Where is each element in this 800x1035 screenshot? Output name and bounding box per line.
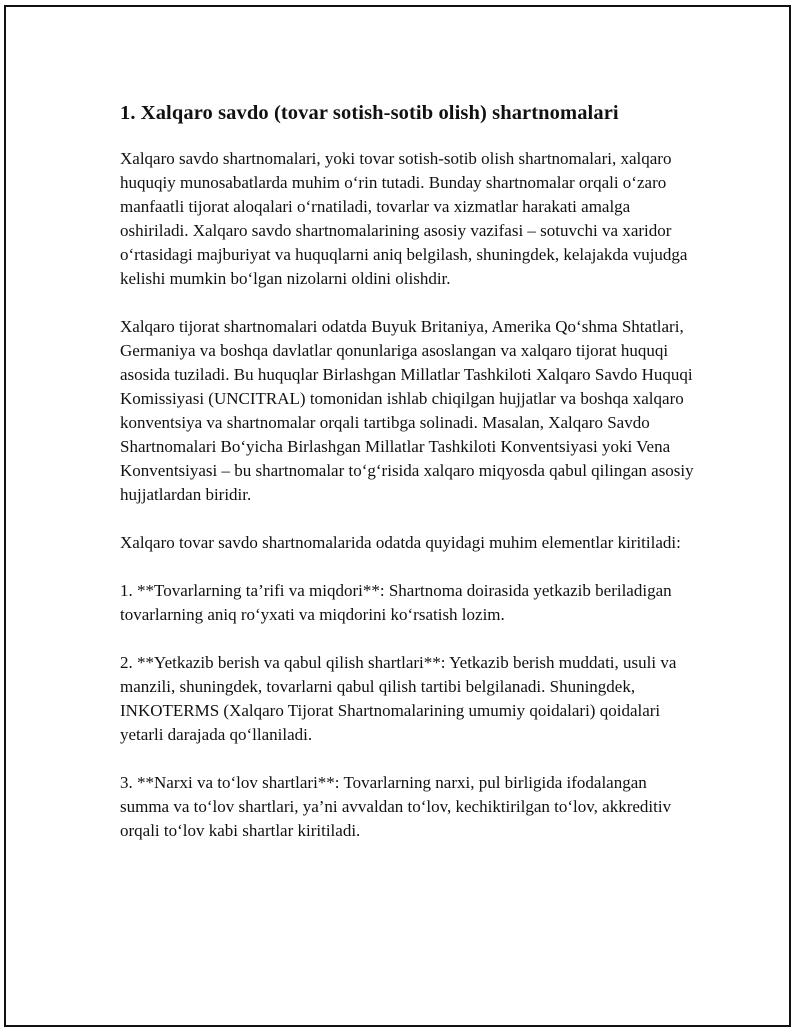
page-frame xyxy=(4,5,791,1027)
list-item-delivery-terms: 2. **Yetkazib berish va qabul qilish shartlari**: Yetkazib berish muddati, usuli va manzili, shuningdek, tovarlarni qabul qilish tartibi belgilanadi. Shuningdek, INKOTERMS (Xalqaro Tijorat Shartnomalarining umumiy qoidalari) qoidalari yetarli darajada qo‘llaniladi. xyxy=(120,653,677,744)
paragraph-legal-basis: Xalqaro tijorat shartnomalari odatda Buyuk Britaniya, Amerika Qo‘shma Shtatlari, Germaniya va boshqa davlatlar qonunlariga asoslangan va xalqaro tijorat huquqi asosida tuziladi. Bu huquqlar Birlashgan Millatlar Tashkiloti Xalqaro Savdo Huquqi Komissiyasi (UNCITRAL) tomonidan ishlab chiqilgan hujjatlar va boshqa xalqaro konventsiya va shartnomalar orqali tartibga solinadi. Masalan, Xalqaro Savdo Shartnomalari Bo‘yicha Birlashgan Millatlar Tashkiloti Konventsiyasi yoki Vena Konventsiyasi – bu shartnomalar to‘g‘risida xalqaro miqyosda qabul qilingan asosiy hujjatlardan biridir. xyxy=(120,317,694,504)
list-item-price-payment: 3. **Narxi va to‘lov shartlari**: Tovarlarning narxi, pul birligida ifodalangan summa va to‘lov shartlari, ya’ni avvaldan to‘lov, kechiktirilgan to‘lov, akkreditiv orqali to‘lov kabi shartlar kiritiladi. xyxy=(120,773,672,840)
document-title: 1. Xalqaro savdo (tovar sotish-sotib olish) shartnomalari xyxy=(120,102,619,124)
paragraph-elements-intro: Xalqaro tovar savdo shartnomalarida odatda quyidagi muhim elementlar kiritiladi: xyxy=(120,533,681,552)
paragraph-intro: Xalqaro savdo shartnomalari, yoki tovar sotish-sotib olish shartnomalari, xalqaro huquqiy munosabatlarda muhim o‘rin tutadi. Bunday shartnomalar orqali o‘zaro manfaatli tijorat aloqalari o‘rnatiladi, tovarlar va xizmatlar harakati amalga oshiriladi. Xalqaro savdo shartnomalarining asosiy vazifasi – sotuvchi va xaridor o‘rtasidagi majburiyat va huquqlarni aniq belgilash, shuningdek, kelajakda vujudga kelishi mumkin bo‘lgan nizolarni oldini olishdir. xyxy=(120,149,688,288)
list-item-goods-description: 1. **Tovarlarning ta’rifi va miqdori**: Shartnoma doirasida yetkazib beriladigan tovarlarning aniq ro‘yxati va miqdorini ko‘rsatish lozim. xyxy=(120,581,672,624)
document-body xyxy=(120,99,700,867)
